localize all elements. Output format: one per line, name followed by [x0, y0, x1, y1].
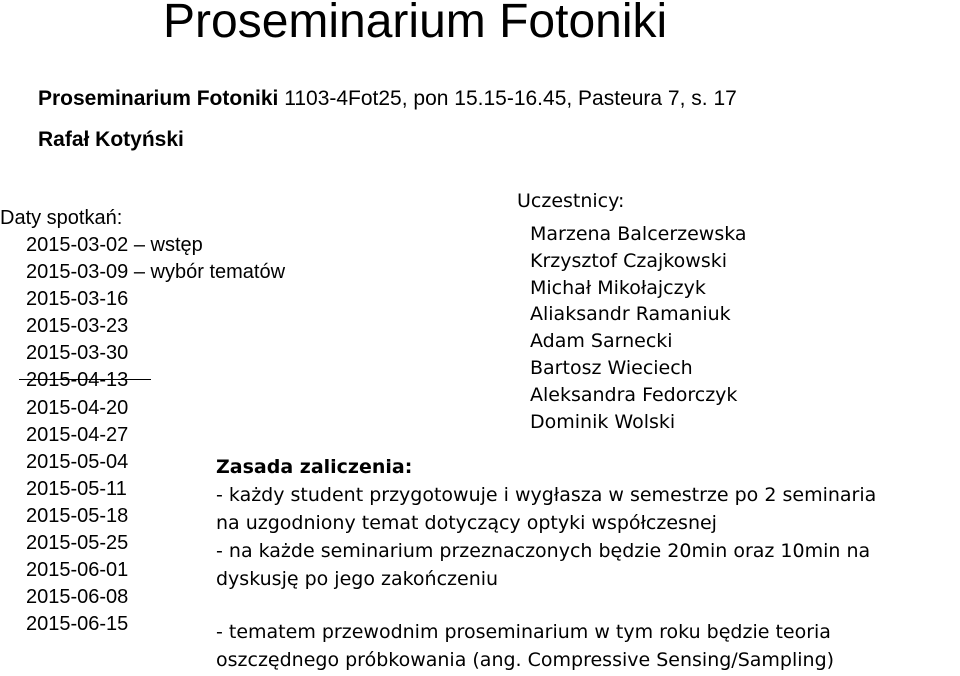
rules-heading: Zasada zaliczenia: — [216, 456, 413, 478]
author-name: Rafał Kotyński — [38, 128, 184, 151]
rules-section — [216, 455, 876, 676]
participant-name: Marzena Balcerzewska — [530, 223, 747, 245]
participant-name: Aliaksandr Ramaniuk — [530, 303, 731, 326]
date-item: 2015-05-18 — [26, 504, 129, 527]
rules-line: oszczędnego próbkowania (ang. Compressive Sensing/Sampling) — [216, 649, 835, 671]
dates-heading: Daty spotkań: — [0, 207, 123, 229]
rules-spacer — [216, 595, 876, 620]
date-item: 2015-05-04 — [26, 450, 129, 473]
date-item: 2015-06-08 — [26, 586, 129, 609]
date-item: 2015-04-27 — [26, 423, 129, 446]
participants-heading: Uczestnicy: — [517, 190, 625, 212]
rules-line: - na każde seminarium przeznaczonych będzie 20min oraz 10min na — [216, 540, 871, 562]
date-item: 2015-03-02 – wstęp — [26, 234, 203, 256]
date-item: 2015-06-01 — [26, 559, 129, 582]
participant-name: Bartosz Wieciech — [530, 356, 693, 379]
date-item: 2015-03-09 – wybór tematów — [26, 261, 286, 284]
participant-name: Krzysztof Czajkowski — [530, 249, 727, 272]
participant-name: Adam Sarnecki — [530, 330, 673, 353]
date-item: 2015-05-25 — [26, 532, 129, 555]
date-item: 2015-06-15 — [26, 613, 129, 636]
participant-name: Aleksandra Fedorczyk — [530, 383, 738, 406]
date-item: 2015-05-11 — [26, 477, 127, 500]
participant-name: Michał Mikołajczyk — [530, 276, 706, 299]
page-title: Proseminarium Fotoniki — [163, 0, 668, 48]
rules-line: dyskusję po jego zakończeniu — [216, 568, 499, 590]
date-item: 2015-04-20 — [26, 396, 129, 419]
rules-line: na uzgodniony temat dotyczący optyki współczesnej — [216, 512, 717, 534]
rules-line: - każdy student przygotowuje i wygłasza w semestrze po 2 seminaria — [216, 484, 877, 506]
course-name: Proseminarium Fotoniki — [38, 87, 279, 110]
rules-line: - tematem przewodnim proseminarium w tym roku będzie teoria — [216, 621, 831, 643]
course-info — [38, 86, 737, 112]
course-details: 1103-4Fot25, pon 15.15-16.45, Pasteura 7, s. 17 — [278, 87, 737, 110]
participant-name: Dominik Wolski — [530, 410, 676, 433]
participants-list — [530, 222, 747, 436]
date-item-cancelled: 2015-04-13 — [26, 368, 285, 395]
date-item: 2015-03-30 — [26, 342, 129, 365]
date-item: 2015-03-23 — [26, 315, 129, 338]
date-item: 2015-03-16 — [26, 288, 129, 311]
